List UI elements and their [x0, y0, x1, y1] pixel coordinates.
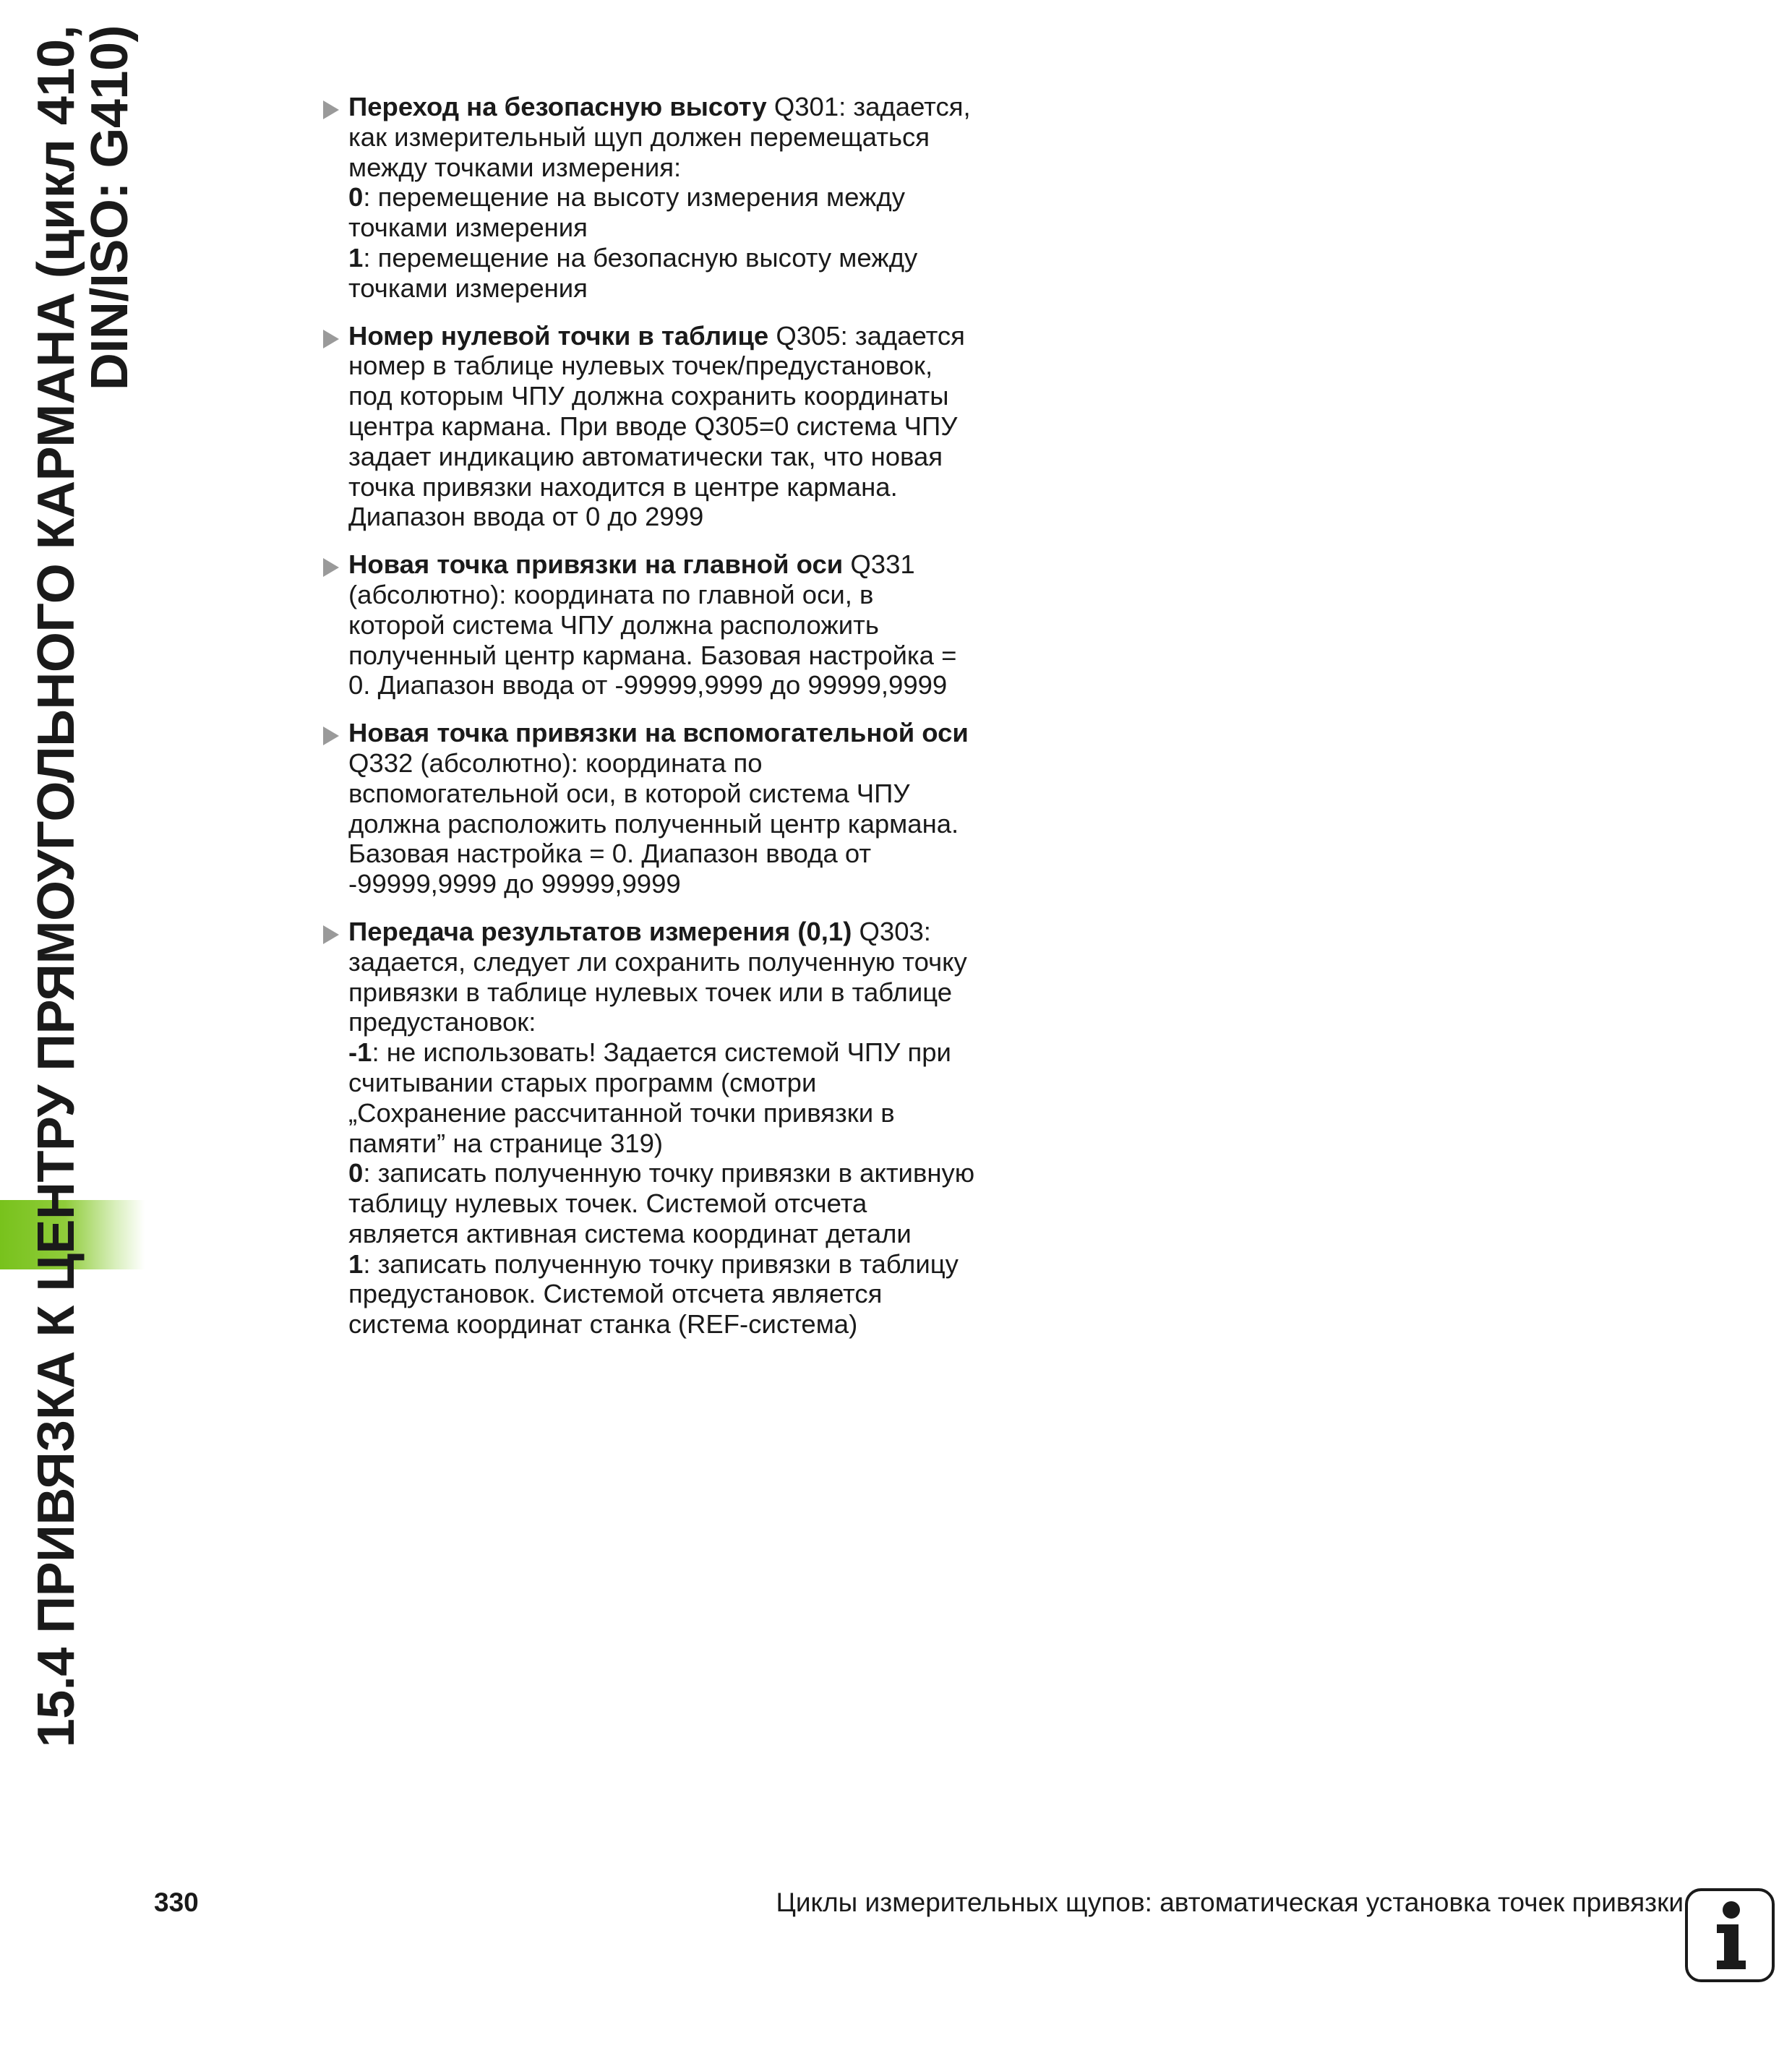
- option-text: : перемещение на безопасную высоту между: [363, 242, 918, 273]
- parameter-list: [323, 92, 1003, 1357]
- option-text: считывании старых программ (смотри: [348, 1067, 817, 1097]
- triangle-right-icon: [323, 925, 339, 944]
- triangle-right-icon: [323, 727, 339, 745]
- option-code: 0: [348, 182, 364, 213]
- param-text: задается, следует ли сохранить полученную точку: [348, 946, 967, 977]
- option-text: „Сохранение рассчитанной точки привязки в: [348, 1097, 895, 1128]
- param-q332: [323, 718, 1003, 899]
- option-text: является активная система координат детали: [348, 1218, 912, 1248]
- param-heading: Новая точка привязки на главной оси: [348, 549, 844, 580]
- info-glyph: [1688, 1891, 1772, 1979]
- option-text: точками измерения: [348, 273, 588, 303]
- param-text: Q303:: [852, 916, 931, 946]
- option-text: памяти” на странице 319): [348, 1128, 664, 1158]
- option-text: точками измерения: [348, 213, 588, 243]
- param-q331: [323, 549, 1003, 700]
- footer-chapter-text: Циклы измерительных щупов: автоматическая установка точек привязки: [776, 1888, 1684, 1917]
- triangle-right-icon: [323, 100, 339, 119]
- param-text: Q305: задается: [768, 320, 965, 351]
- param-text: центра кармана. При вводе Q305=0 система ЧПУ: [348, 411, 958, 441]
- param-text: задает индикацию автоматически так, что новая: [348, 441, 943, 471]
- option-code: 0: [348, 1158, 364, 1188]
- chapter-title-line-2: DIN/ISO: G410): [81, 25, 139, 391]
- param-heading: Номер нулевой точки в таблице: [348, 320, 769, 351]
- option-text: : не использовать! Задается системой ЧПУ при: [372, 1037, 951, 1068]
- chapter-title: [27, 25, 139, 1760]
- param-text: как измерительный щуп должен перемещаться: [348, 121, 930, 152]
- param-heading: Передача результатов измерения (0,1): [348, 916, 852, 946]
- param-text: Q301: задается,: [766, 92, 971, 121]
- option-text: : перемещение на высоту измерения между: [363, 182, 905, 213]
- param-text: которой система ЧПУ должна расположить: [348, 609, 879, 640]
- option-code: -1: [348, 1037, 372, 1068]
- option-text: : записать полученную точку привязки в активную: [363, 1158, 975, 1188]
- param-heading: Новая точка привязки на вспомогательной оси: [348, 718, 969, 748]
- option-code: 1: [348, 1248, 364, 1279]
- param-text: (абсолютно): координата по главной оси, в: [348, 579, 874, 609]
- option-text: : записать полученную точку привязки в таблицу: [363, 1248, 959, 1279]
- triangle-right-icon: [323, 330, 339, 348]
- param-text: полученный центр кармана. Базовая настройка =: [348, 640, 957, 670]
- param-text: должна расположить полученный центр кармана.: [348, 808, 959, 839]
- param-text: предустановок:: [348, 1007, 536, 1037]
- chapter-title-line-1: 15.4 ПРИВЯЗКА К ЦЕНТРУ ПРЯМОУГОЛЬНОГО КАРМАНА (цикл 410,: [27, 25, 85, 1748]
- option-code: 1: [348, 242, 364, 273]
- param-text: Диапазон ввода от 0 до 2999: [348, 502, 704, 532]
- param-heading: Переход на безопасную высоту: [348, 92, 767, 121]
- param-text: под которым ЧПУ должна сохранить координаты: [348, 381, 949, 411]
- option-text: система координат станка (REF-система): [348, 1309, 858, 1340]
- param-text: вспомогательной оси, в которой система ЧПУ: [348, 778, 910, 808]
- info-icon: [1685, 1888, 1775, 1982]
- option-text: предустановок. Системой отсчета является: [348, 1279, 883, 1309]
- param-text: номер в таблице нулевых точек/предустановок,: [348, 351, 933, 381]
- param-text: привязки в таблице нулевых точек или в таблице: [348, 977, 953, 1007]
- param-text: Q332 (абсолютно): координата по: [348, 747, 763, 778]
- param-q305: [323, 321, 1003, 533]
- option-text: таблицу нулевых точек. Системой отсчета: [348, 1188, 867, 1219]
- param-text: 0. Диапазон ввода от -99999,9999 до 99999,9999: [348, 670, 948, 700]
- param-text: Q331: [843, 549, 915, 580]
- param-text: точка привязки находится в центре кармана.: [348, 471, 898, 502]
- param-q303: [323, 917, 1003, 1340]
- triangle-right-icon: [323, 558, 339, 577]
- page-number: 330: [154, 1888, 199, 1917]
- param-text: -99999,9999 до 99999,9999: [348, 869, 681, 899]
- param-text: между точками измерения:: [348, 152, 682, 182]
- param-q301: [323, 92, 1003, 304]
- param-text: Базовая настройка = 0. Диапазон ввода от: [348, 839, 872, 869]
